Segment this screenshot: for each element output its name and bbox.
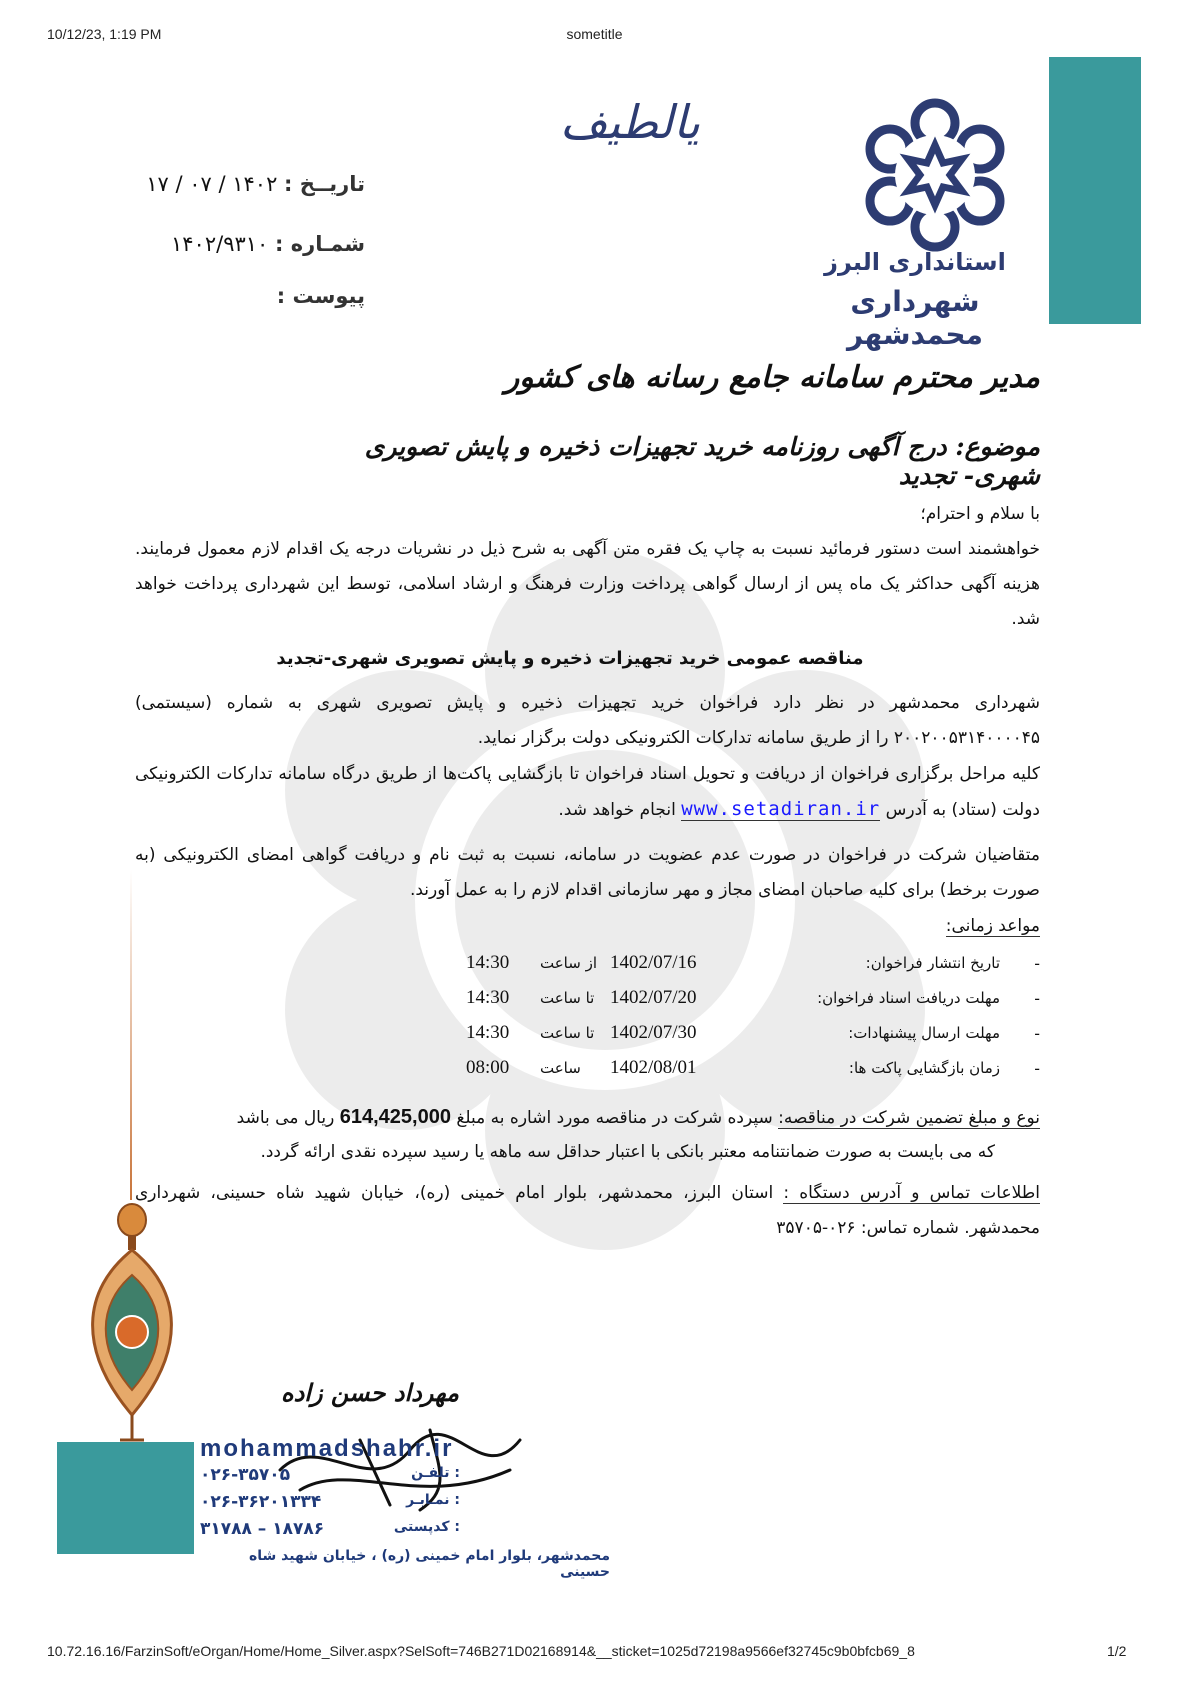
footer-postal-row <box>200 1519 460 1546</box>
contact-text: استان البرز، محمدشهر، بلوار امام خمینی (ره)، خیابان شهید شاه حسینی، شهرداری محمدشهر. شماره تماس: ۰۲۶-۳۵۷۰۵ <box>135 1183 1040 1238</box>
footer-fax-row <box>200 1492 460 1519</box>
schedule-label: زمان بازگشایی پاکت ها: <box>848 1059 1000 1077</box>
guarantee-unit: ریال می باشد <box>236 1108 335 1128</box>
date-value: ۱۴۰۲ / ۰۷ / ۱۷ <box>146 172 278 196</box>
letter-paragraph-3 <box>135 757 1040 828</box>
footer-website: mohammadshahr.ir <box>200 1435 454 1462</box>
letter-number <box>100 232 365 256</box>
schedule-title-text: مواعد زمانی: <box>945 916 1040 936</box>
print-url: 10.72.16.16/FarzinSoft/eOrgan/Home/Home_Silver.aspx?SelSoft=746B271D02168914&__sticket=1025d72198a9566ef32745c9b0bfcb69_8 <box>47 1643 915 1659</box>
invocation-calligraphy: یالطیف <box>559 95 701 149</box>
footer-fax-label: نمـابـر : <box>406 1492 460 1508</box>
footer-phone-row <box>200 1465 460 1492</box>
schedule-label: مهلت ارسال پیشنهادات: <box>848 1024 1000 1042</box>
footer-phone: ۰۲۶-۳۵۷۰۵ <box>200 1465 291 1485</box>
print-page-number: 1/2 <box>1107 1643 1127 1659</box>
number-label: شمـاره : <box>275 232 365 256</box>
date-label: تاریــخ : <box>284 172 365 196</box>
schedule-row <box>400 1022 1040 1057</box>
guarantee-label: نوع و مبلغ تضمین شرکت در مناقصه: <box>778 1108 1040 1128</box>
schedule-row <box>400 987 1040 1022</box>
org-name-line2: شهرداری محمدشهر <box>847 285 983 351</box>
ornament-line <box>130 870 132 1200</box>
contact-block <box>135 1176 1040 1246</box>
schedule-label: مهلت دریافت اسناد فراخوان: <box>817 989 1000 1007</box>
bullet-dash: - <box>1034 1059 1040 1078</box>
signatory-name: مهرداد حسن زاده <box>281 1378 459 1407</box>
letter-date <box>100 172 365 196</box>
footer-contact <box>200 1465 460 1546</box>
schedule-time-label: از ساعت <box>540 954 597 972</box>
guarantee-text: سپرده شرکت در مناقصه مورد اشاره به مبلغ <box>456 1108 773 1128</box>
municipality-logo-icon <box>855 95 1015 255</box>
attachment-label: پیوست : <box>276 284 365 308</box>
footer-postal: ۳۱۷۸۸ – ۱۸۷۸۶ <box>200 1519 325 1539</box>
org-name-line1: استانداری البرز <box>824 248 1006 276</box>
guarantee-detail: که می بایست به صورت ضمانتنامه معتبر بانکی با اعتبار حداقل سه ماهه یا رسید سپرده نقدی ارائه گردد. <box>260 1142 995 1162</box>
letter-addressee: مدیر محترم سامانه جامع رسانه های کشور <box>504 360 1040 395</box>
schedule-time: 14:30 <box>466 1022 510 1043</box>
schedule-time: 14:30 <box>466 952 510 973</box>
footer-accent-block <box>57 1442 194 1554</box>
schedule-title <box>800 916 1040 936</box>
schedule-time: 08:00 <box>466 1057 510 1078</box>
schedule-time-label: تا ساعت <box>540 989 595 1007</box>
schedule-date: 1402/07/16 <box>610 952 697 973</box>
schedule-date: 1402/08/01 <box>610 1057 697 1078</box>
bullet-dash: - <box>1034 989 1040 1008</box>
schedule-time: 14:30 <box>466 987 510 1008</box>
footer-postal-label: کدپستی : <box>393 1519 460 1535</box>
bullet-dash: - <box>1034 1024 1040 1043</box>
schedule-time-label: ساعت <box>540 1059 581 1077</box>
setadiran-link[interactable]: www.setadiran.ir <box>681 798 881 820</box>
number-value: ۱۴۰۲/۹۳۱۰ <box>171 232 269 256</box>
print-title: sometitle <box>566 26 623 42</box>
schedule-date: 1402/07/30 <box>610 1022 697 1043</box>
letter-paragraph-2: شهرداری محمدشهر در نظر دارد فراخوان خرید تجهیزات ذخیره و پایش تصویری شهری به شماره (سیستمی) ۲۰۰۲۰۰۵۳۱۴۰۰۰۰۴۵ را از طریق سامانه تدارکات الکترونیکی دولت برگزار نماید. <box>135 693 1040 748</box>
bullet-dash: - <box>1034 954 1040 973</box>
guarantee-amount: 614,425,000 <box>339 1106 451 1128</box>
letter-paragraph-1: خواهشمند است دستور فرمائید نسبت به چاپ یک فقره متن آگهی به شرح ذیل در نشریات درجه یک اقدام لازم معمول فرمایند. هزینه آگهی حداکثر یک ماه پس از ارسال گواهی پرداخت وزارت فرهنگ و ارشاد اسلامی، توسط این شهرداری پرداخت خواهد شد. <box>135 539 1040 629</box>
letter-attachment <box>100 284 365 308</box>
schedule-row <box>400 1057 1040 1092</box>
footer-fax: ۰۲۶-۳۶۲۰۱۳۳۴ <box>200 1492 322 1512</box>
tender-title: مناقصه عمومی خرید تجهیزات ذخیره و پایش تصویری شهری-تجدید <box>276 648 864 669</box>
decorative-ornament-icon <box>72 1200 192 1450</box>
schedule-list <box>400 952 1040 1092</box>
paragraph-3-start: کلیه مراحل برگزاری فراخوان از دریافت و تحویل اسناد فراخوان تا بازگشایی پاکت‌ها از طریق درگاه سامانه تدارکات الکترونیکی دولت (ستاد) به آدرس <box>135 764 1040 820</box>
header-accent-bar <box>1049 57 1141 324</box>
footer-phone-label: تلفـن : <box>411 1465 460 1481</box>
schedule-label: تاریخ انتشار فراخوان: <box>865 954 1000 972</box>
letter-paragraph-4: متقاضیان شرکت در فراخوان در صورت عدم عضویت در سامانه، نسبت به ثبت نام و دریافت گواهی امضای الکترونیکی (به صورت برخط) برای کلیه صاحبان امضای مجاز و مهر سازمانی اقدام لازم را به عمل آورند. <box>135 845 1040 900</box>
letter-greeting: با سلام و احترام؛ <box>920 504 1040 524</box>
contact-label: اطلاعات تماس و آدرس دستگاه : <box>783 1183 1041 1203</box>
footer-address: محمدشهر، بلوار امام خمینی (ره) ، خیابان شهید شاه حسینی <box>249 1548 610 1580</box>
schedule-row <box>400 952 1040 987</box>
schedule-time-label: تا ساعت <box>540 1024 595 1042</box>
guarantee-line <box>135 1100 1040 1136</box>
letter-subject: موضوع: درج آگهی روزنامه خرید تجهیزات ذخیره و پایش تصویری شهری- تجدید <box>364 432 1040 490</box>
print-datetime: 10/12/23, 1:19 PM <box>47 26 162 42</box>
paragraph-3-end: انجام خواهد شد. <box>558 800 676 820</box>
schedule-date: 1402/07/20 <box>610 987 697 1008</box>
